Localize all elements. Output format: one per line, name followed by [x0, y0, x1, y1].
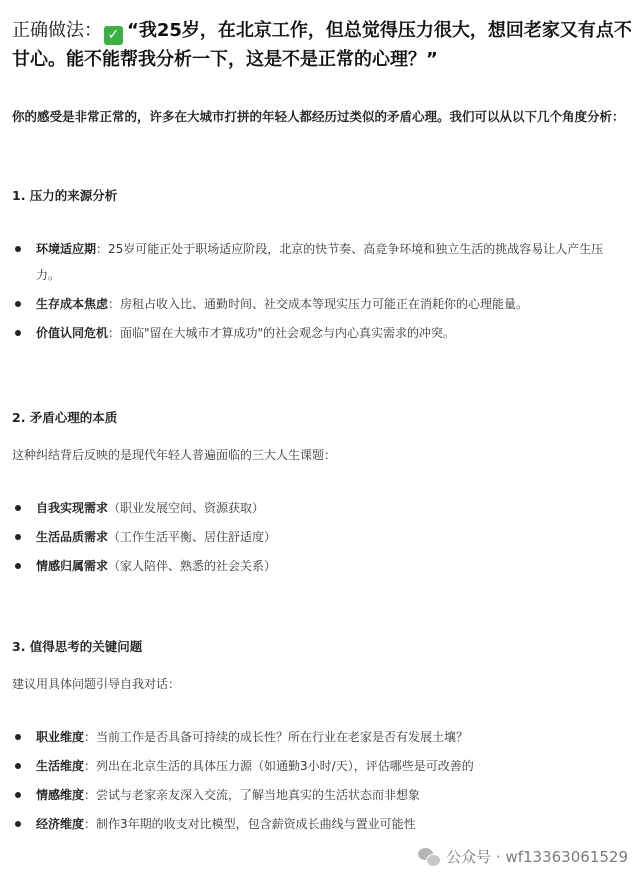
item-text: ：尝试与老家亲友深入交流，了解当地真实的生活状态而非想象 — [84, 788, 421, 802]
bullet-icon — [15, 505, 21, 511]
list-item — [12, 524, 627, 550]
list-item — [12, 495, 627, 521]
check-mark-icon: ✓ — [104, 26, 123, 45]
item-text: ：制作3年期的收支对比模型，包含薪资成长曲线与置业可能性 — [84, 817, 416, 831]
item-text: （工作生活平衡、居住舒适度） — [108, 530, 277, 544]
item-text: ：25岁可能正处于职场适应阶段，北京的快节奏、高竞争环境和独立生活的挑战容易让人产生压力。 — [36, 242, 604, 282]
section-paragraph: 这种纠结背后反映的是现代年轻人普遍面临的三大人生课题： — [12, 448, 337, 462]
list-item — [12, 291, 627, 317]
item-term: 经济维度 — [36, 817, 85, 831]
item-term: 情感归属需求 — [36, 559, 109, 573]
bullet-icon — [15, 763, 21, 769]
item-term: 生存成本焦虑 — [36, 297, 109, 311]
item-text: ：当前工作是否具备可持续的成长性？所在行业在老家是否有发展土壤？ — [84, 730, 469, 744]
item-term: 生活品质需求 — [36, 530, 109, 544]
list-item — [12, 753, 627, 779]
bullet-list — [12, 236, 627, 349]
item-text: ：面临"留在大城市才算成功"的社会观念与内心真实需求的冲突。 — [108, 326, 456, 340]
bullet-icon — [15, 534, 21, 540]
item-text: （职业发展空间、资源获取） — [108, 501, 265, 515]
footer-text: 公众号 · wf13363061529 — [446, 848, 628, 866]
title-prefix: 正确做法： — [12, 20, 102, 41]
bullet-icon — [15, 330, 21, 336]
section-paragraph: 建议用具体问题引导自我对话： — [12, 677, 181, 691]
item-term: 价值认同危机 — [36, 326, 109, 340]
list-item — [12, 236, 627, 288]
list-item — [12, 553, 627, 579]
item-term: 职业维度 — [36, 730, 85, 744]
item-term: 情感维度 — [36, 788, 85, 802]
item-text: ：房租占收入比、通勤时间、社交成本等现实压力可能正在消耗你的心理能量。 — [108, 297, 529, 311]
item-text: （家人陪伴、熟悉的社会关系） — [108, 559, 277, 573]
item-term: 环境适应期 — [36, 242, 97, 256]
bullet-icon — [15, 301, 21, 307]
list-item — [12, 811, 627, 837]
page-title — [12, 16, 632, 74]
item-term: 生活维度 — [36, 759, 85, 773]
bullet-list — [12, 495, 627, 582]
list-item — [12, 782, 627, 808]
section-heading: 1. 压力的来源分析 — [12, 188, 118, 203]
wechat-icon — [418, 848, 440, 866]
title-question: “我25岁，在北京工作，但总觉得压力很大，想回老家又有点不甘心。能不能帮我分析一下，这是不是正常的心理？” — [12, 20, 632, 70]
section-heading: 2. 矛盾心理的本质 — [12, 410, 118, 425]
item-text: ：列出在北京生活的具体压力源（如通勤3小时/天），评估哪些是可改善的 — [84, 759, 474, 773]
bullet-icon — [15, 734, 21, 740]
watermark-footer — [418, 846, 628, 868]
list-item — [12, 320, 627, 346]
bullet-icon — [15, 792, 21, 798]
item-term: 自我实现需求 — [36, 501, 109, 515]
bullet-icon — [15, 821, 21, 827]
section-heading: 3. 值得思考的关键问题 — [12, 639, 143, 654]
bullet-icon — [15, 246, 21, 252]
bullet-list — [12, 724, 627, 840]
list-item — [12, 724, 627, 750]
bullet-icon — [15, 563, 21, 569]
intro-paragraph: 你的感受是非常正常的，许多在大城市打拼的年轻人都经历过类似的矛盾心理。我们可以从以下几个角度分析： — [12, 109, 625, 124]
